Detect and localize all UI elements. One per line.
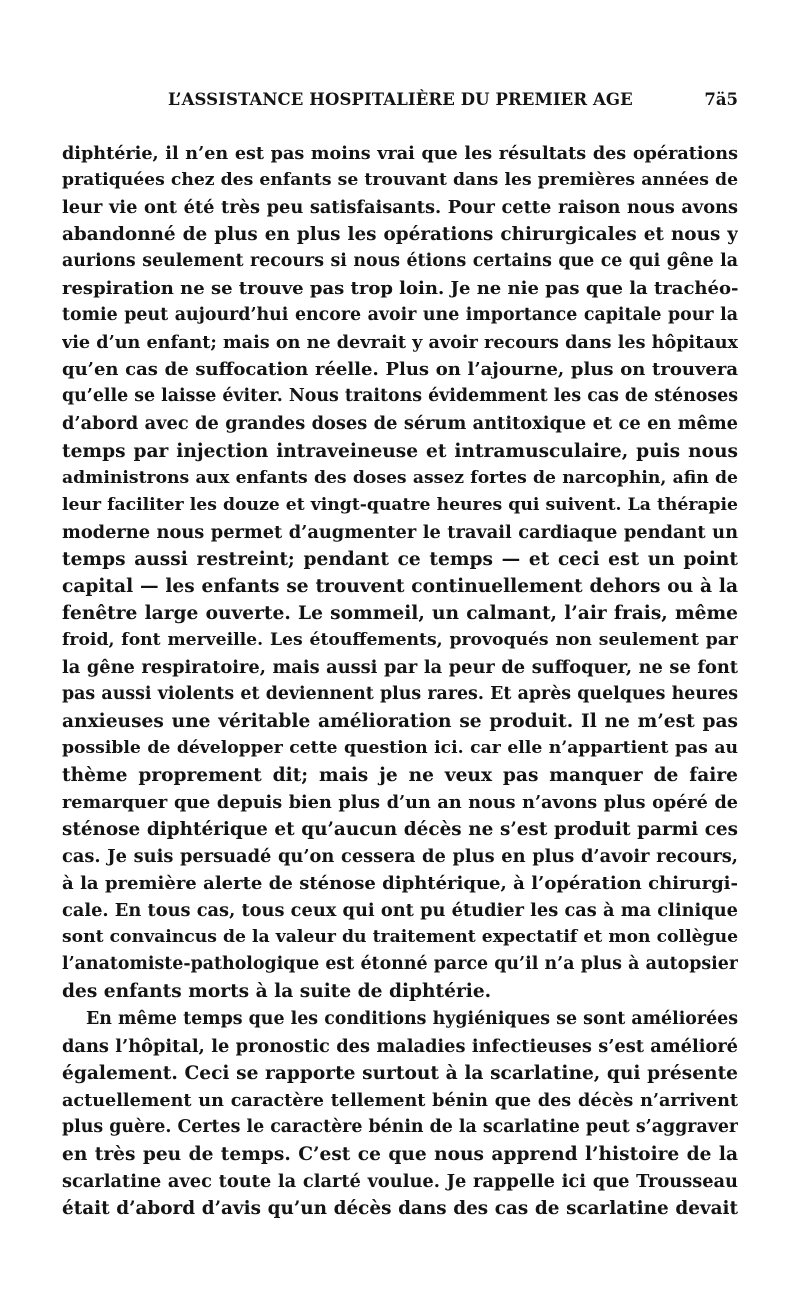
- text-line: vie d’un enfant; mais on ne devrait y avoir recours dans les hôpitaux: [62, 332, 738, 354]
- text-line: pratiquées chez des enfants se trouvant dans les premières années de: [62, 170, 738, 191]
- text-line: plus guère. Certes le caractère bénin de la scarlatine peut s’aggraver: [62, 1116, 738, 1137]
- text-line: qu’elle se laisse éviter. Nous traitons évidemment les cas de sténoses: [62, 386, 738, 407]
- text-line: capital — les enfants se trouvent continuellement dehors ou à la: [62, 575, 738, 597]
- text-line: froid, font merveille. Les étouffements, provoqués non seulement par: [62, 629, 738, 650]
- text-line: qu’en cas de suffocation réelle. Plus on l’ajourne, plus on trouvera: [62, 359, 738, 381]
- text-line: administrons aux enfants des doses assez fortes de narcophin, afin de: [62, 467, 738, 488]
- text-line: à la première alerte de sténose diphtérique, à l’opération chirurgi-: [62, 873, 738, 895]
- text-line: sténose diphtérique et qu’aucun décès ne s’est produit parmi ces: [62, 819, 738, 841]
- text-line: aurions seulement recours si nous étions certains que ce qui gêne la: [62, 251, 738, 272]
- text-line: diphtérie, il n’en est pas moins vrai que les résultats des opérations: [62, 143, 738, 164]
- text-line: sont convaincus de la valeur du traitement expectatif et mon collègue: [62, 927, 738, 948]
- text-line: dans l’hôpital, le pronostic des maladies infectieuses s’est amélioré: [62, 1035, 738, 1057]
- text-line: en très peu de temps. C’est ce que nous apprend l’histoire de la: [62, 1143, 738, 1165]
- text-line: leur vie ont été très peu satisfaisants. Pour cette raison nous avons: [62, 197, 738, 219]
- text-line: leur faciliter les douze et vingt-quatre heures qui suivent. La thérapie: [62, 494, 738, 515]
- paragraph-2: [62, 1006, 738, 1222]
- text-line: thème proprement dit; mais je ne veux pas manquer de faire: [62, 765, 738, 787]
- text-line: anxieuses une véritable amélioration se produit. Il ne m’est pas: [62, 710, 738, 732]
- text-line: actuellement un caractère tellement bénin que des décès n’arrivent: [62, 1089, 738, 1111]
- text-line: abandonné de plus en plus les opérations chirurgicales et nous y: [62, 224, 738, 246]
- text-line: tomie peut aujourd’hui encore avoir une importance capitale pour la: [62, 305, 738, 326]
- text-line: pas aussi violents et deviennent plus rares. Et après quelques heures: [62, 683, 738, 704]
- text-line: d’abord avec de grandes doses de sérum antitoxique et ce en même: [62, 413, 738, 435]
- text-line: cas. Je suis persuadé qu’on cessera de plus en plus d’avoir recours,: [62, 846, 738, 868]
- text-line: également. Ceci se rapporte surtout à la scarlatine, qui présente: [62, 1062, 738, 1084]
- text-line: En même temps que les conditions hygiéniques se sont améliorées: [86, 1008, 738, 1029]
- paragraph-1: [62, 140, 738, 1006]
- text-line: la gêne respiratoire, mais aussi par la peur de suffoquer, ne se font: [62, 656, 738, 678]
- text-line: fenêtre large ouverte. Le sommeil, un calmant, l’air frais, même: [62, 602, 738, 624]
- page-number: 7ä5: [704, 90, 738, 109]
- text-line: possible de développer cette question ici. car elle n’appartient pas au: [62, 738, 738, 759]
- text-line: l’anatomiste-pathologique est étonné parce qu’il n’a plus à autopsier: [62, 954, 738, 975]
- text-line: respiration ne se trouve pas trop loin. Je ne nie pas que la trachéo-: [62, 278, 738, 300]
- text-line: temps aussi restreint; pendant ce temps — et ceci est un point: [62, 548, 738, 570]
- text-line: cale. En tous cas, tous ceux qui ont pu étudier les cas à ma clinique: [62, 900, 738, 922]
- text-line: moderne nous permet d’augmenter le travail cardiaque pendant un: [62, 521, 738, 543]
- text-line: des enfants morts à la suite de diphtérie.: [62, 981, 492, 1003]
- text-line: scarlatine avec toute la clarté voulue. Je rappelle ici que Trousseau: [62, 1170, 738, 1192]
- body-text: [62, 140, 738, 1222]
- running-title: L’ASSISTANCE HOSPITALIÈRE DU PREMIER AGE: [168, 90, 633, 109]
- text-line: temps par injection intraveineuse et intramusculaire, puis nous: [62, 440, 738, 462]
- running-head: [168, 90, 738, 118]
- text-line: remarquer que depuis bien plus d’un an nous n’avons plus opéré de: [62, 792, 738, 814]
- text-line: était d’abord d’avis qu’un décès dans des cas de scarlatine devait: [62, 1197, 738, 1219]
